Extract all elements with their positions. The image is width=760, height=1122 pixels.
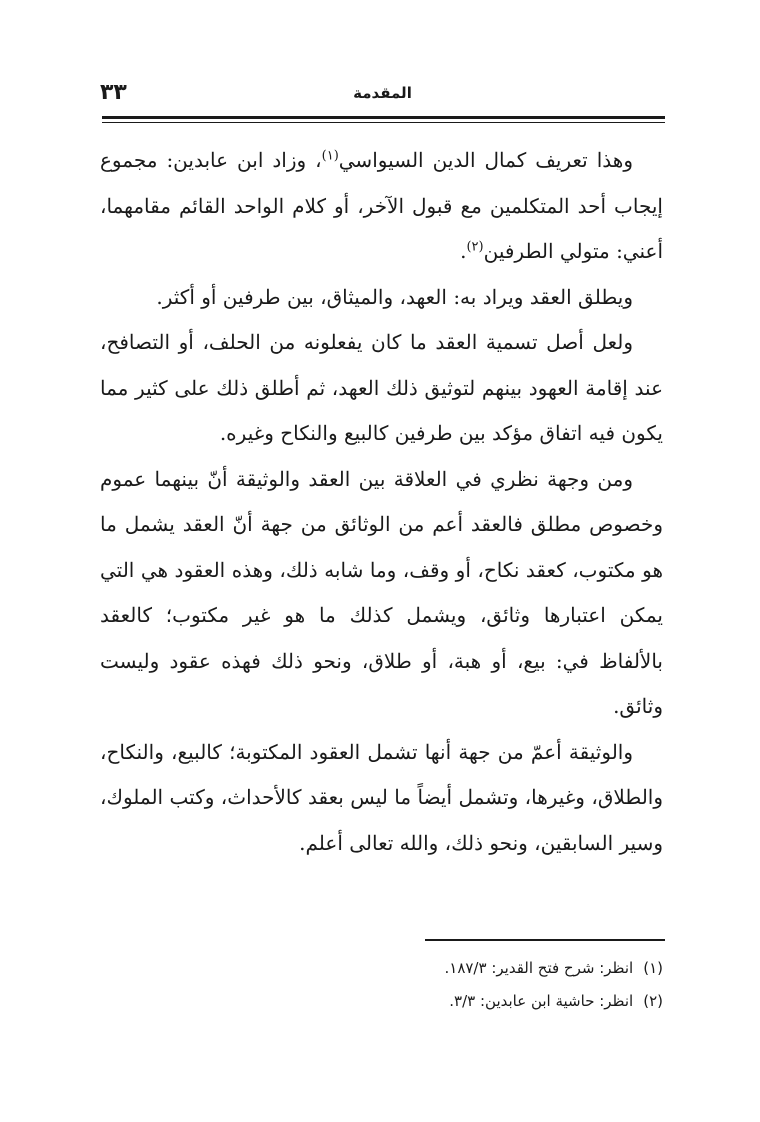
footnote-text: انظر: شرح فتح القدير: ١٨٧/٣. bbox=[444, 959, 634, 977]
paragraph: ويطلق العقد ويراد به: العهد، والميثاق، بين طرفين أو أكثر. bbox=[156, 284, 633, 309]
footnote-number: (٢) bbox=[643, 992, 663, 1010]
header-rule-thick bbox=[102, 116, 665, 119]
paragraph-text: . bbox=[460, 239, 467, 263]
page-header bbox=[100, 80, 665, 114]
header-rule-thin bbox=[102, 122, 665, 123]
paragraph bbox=[100, 138, 663, 275]
footnote-separator bbox=[425, 939, 665, 941]
paragraph: ومن وجهة نظري في العلاقة بين العقد والوثيقة أنّ بينهما عموم وخصوص مطلق فالعقد أعم من الوثائق من جهة أنّ العقد يشمل ما هو مكتوب، كعقد نكاح، أو وقف، وما شابه ذلك، وهذه العقود هي التي يمكن اعتبارها وثائق، ويشمل كذلك ما هو غير مكتوب؛ كالعقد بالألفاظ في: بيع، أو هبة، أو طلاق، ونحو ذلك فهذه عقود وليست وثائق. bbox=[100, 466, 663, 718]
footnotes bbox=[100, 952, 663, 1018]
body-text bbox=[100, 138, 663, 866]
footnote-reference[interactable]: (٢) bbox=[466, 239, 484, 255]
paragraph-text: وهذا تعريف كمال الدين السيواسي bbox=[338, 148, 633, 172]
paragraph-text: ، وزاد ابن عابدين: مجموع إيجاب أحد المتكلمين مع قبول الآخر، أو كلام الواحد القائم مقامهما، أعني: متولي الطرفين bbox=[100, 148, 663, 263]
footnote-item bbox=[100, 985, 663, 1018]
footnote-item bbox=[100, 952, 663, 985]
footnote-reference[interactable]: (١) bbox=[321, 148, 339, 164]
running-title: المقدمة bbox=[353, 84, 412, 102]
page-number: ٣٣ bbox=[100, 80, 127, 105]
footnote-text: انظر: حاشية ابن عابدين: ٣/٣. bbox=[449, 992, 634, 1010]
footnote-number: (١) bbox=[643, 959, 663, 977]
paragraph: ولعل أصل تسمية العقد ما كان يفعلونه من الحلف، أو التصافح، عند إقامة العهود بينهم لتوثيق ذلك العهد، ثم أطلق ذلك على كثير مما يكون فيه اتفاق مؤكد بين طرفين كالبيع والنكاح وغيره. bbox=[100, 330, 663, 445]
paragraph: والوثيقة أعمّ من جهة أنها تشمل العقود المكتوبة؛ كالبيع، والنكاح، والطلاق، وغيرها، وتشمل أيضاً ما ليس بعقد كالأحداث، وكتب الملوك، وسير السابقين، ونحو ذلك، والله تعالى أعلم. bbox=[100, 739, 663, 855]
